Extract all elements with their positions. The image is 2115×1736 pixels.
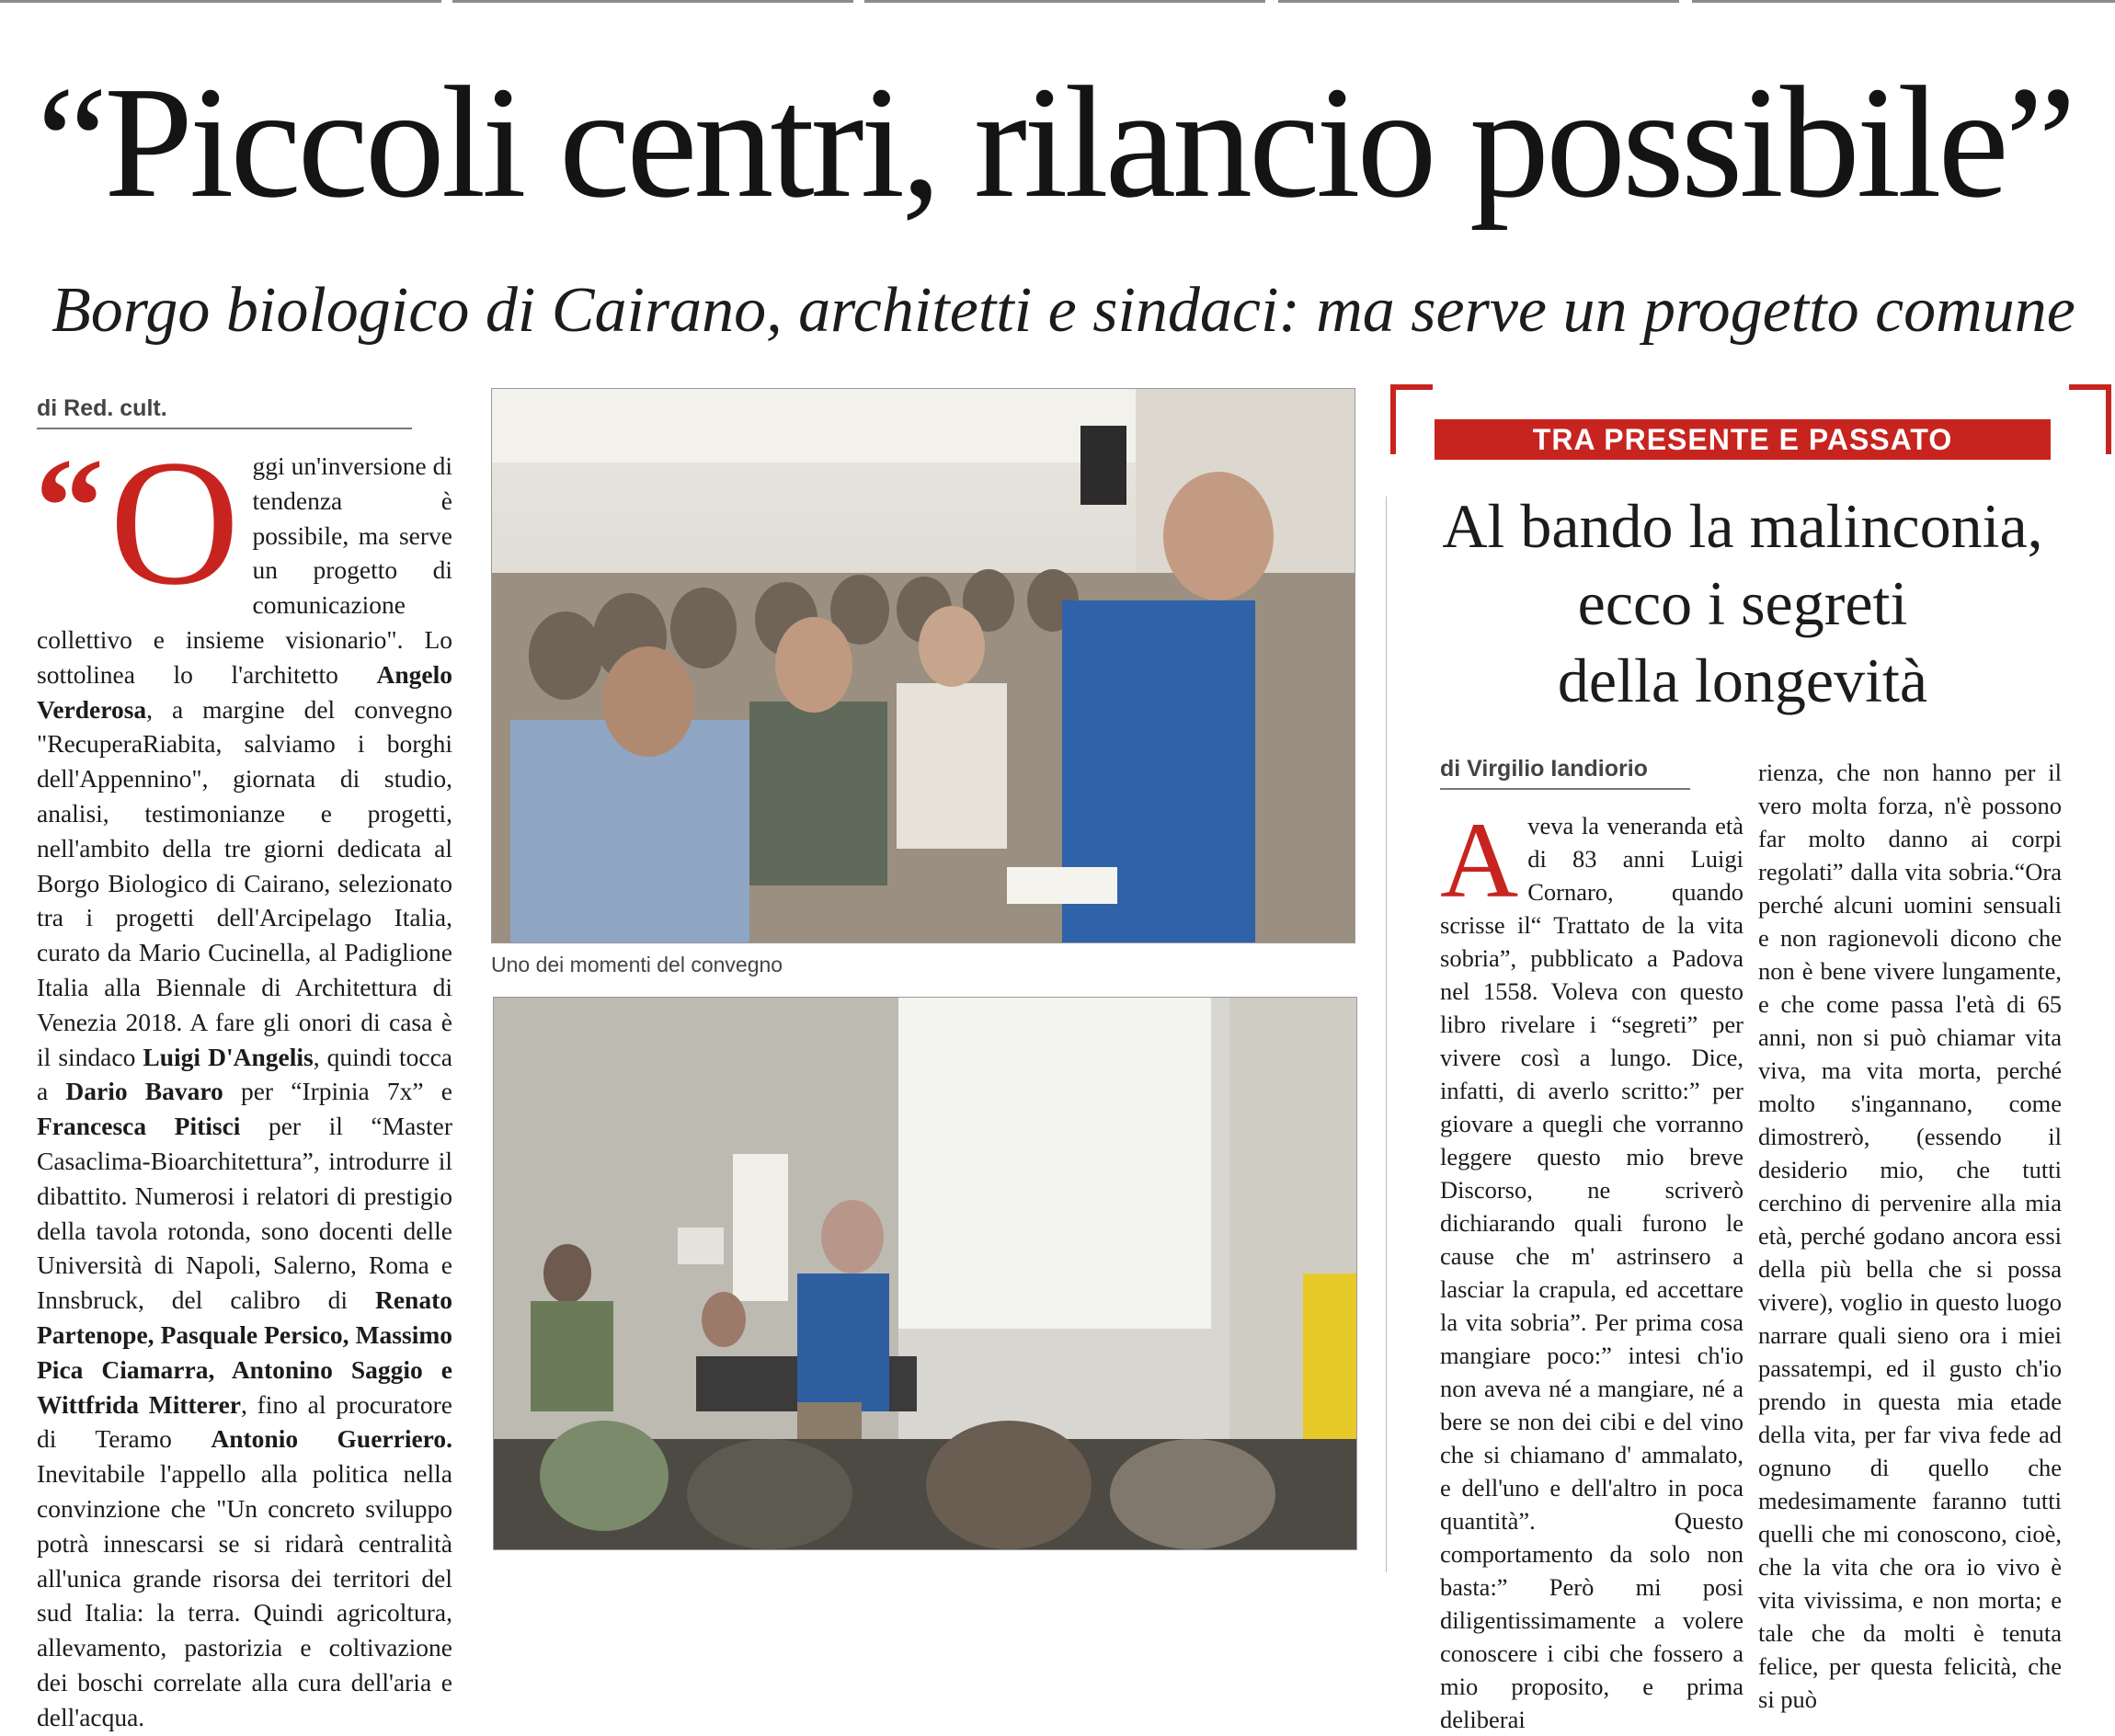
article-body [35,423,453,1734]
sidebar-column-2 [1758,756,2062,1713]
conference-photo-bottom [493,997,1357,1550]
body-text: ggi un'inversione di tendenza è possibile, ma serve un progetto di comunicazione collettivo e insieme visionario". Lo sottolinea lo l'architetto [37,451,452,689]
person-name: Francesca Pitisci [37,1112,241,1141]
body-text: , quindi tocca a [37,1042,453,1106]
conference-photo-top-image [492,389,1355,942]
sidebar-column-1 [1440,800,1743,1733]
sidebar-body-1 [1440,800,1743,1736]
sidebar-kicker: TRA PRESENTE E PASSATO [1435,419,2051,460]
conference-photo-bottom-image [494,998,1356,1549]
top-rule [452,0,853,3]
person-name: Antonio Guerriero. [211,1424,452,1454]
body-text: , fino al procuratore di Teramo [37,1389,452,1454]
top-rule [1278,0,1679,3]
top-rule [0,0,441,3]
person-name: Dario Bavaro [65,1077,223,1106]
article-column [35,423,453,1731]
sidebar-frame-left [1390,384,1433,454]
top-rule [1692,0,2115,3]
article-byline: di Red. cult. [37,395,412,429]
sidebar-divider [1386,497,1387,1572]
top-rule [864,0,1265,3]
sidebar-title-line: della longevità [1557,645,1928,715]
drop-cap: O [109,423,240,622]
body-text: veva la veneranda età di 83 anni Luigi Cornaro, quando scrisse il“ Trattato de la vita sobria”, pubblicato a Padova nel 1558. Voleva con questo libro rivelare i “segreti” per vivere così a lungo. Dice, infatti, di averlo scritto:” per giovare a quegli che vorranno leggere questo mio breve Discorso, ne scriverò dichiarando quali furono le cause che m' astrinsero a lasciar la crapula, ed accettare la vita sobria”. Per prima cosa mangiare poco:” intesi ch'io non aveva né a mangiare, né a bere se non dei cibi e del vino che si chiamano d' ammalato, e dell'uno e dell'altro in poca quantità”. Questo comportamento da solo non basta:” Però mi posi diligentissimamente a volere conoscere i cibi che fossero a mio proposito, e prima deliberai [1440,812,1743,1733]
sidebar-title [1407,487,2078,719]
conference-photo-top [491,388,1355,943]
body-text: , a margine del convegno "RecuperaRiabita, salviamo i borghi dell'Appennino", giornata di studio, analisi, testimonianze e progetti, nell'ambito della tre giorni dedicata al Borgo Biologico di Cairano, selezionato tra i progetti dell'Arcipelago Italia, curato da Mario Cucinella, al Padiglione Italia alla Biennale di Architettura di Venezia 2018. A fare gli onori di casa è il sindaco [37,694,452,1071]
drop-quote: “ [35,430,87,583]
sidebar-title-line: ecco i segreti [1577,568,1908,638]
sidebar-body-2: rienza, che non hanno per il vero molta forza, n'è possono far molto danno ai corpi regolati” dalla vita sobria.“Ora perché alcuni uomini sensuali e non ragionevoli dicono che non è bene vivere lungamente, e che come passa l'età di 65 anni, non si può chiamar vita viva, ma vita morta, perché molto s'ingannano, come dimostrerò, (essendo il desiderio mio, che tutti cerchino di pervenire alla mia età, perché godano ancora essi della più bella che si possa vivere), voglio in questo luogo narrare quali sieno ora i miei passatempi, ed il gusto ch'io prendo in questa mia etade della vita, per far viva fede ad ognuno di quello che medesimamente faranno tutti quelli che mi conoscono, cioè, che la vita che ora io vivo è vita vivissima, e non morta; e tale che da molti è tenuta felice, per questa felicità, che si può [1758,759,2062,1713]
body-text: Inevitabile l'appello alla politica nella convinzione che "Un concreto sviluppo potrà innescarsi se si ridarà centralità all'unica grande risorsa dei territori del sud Italia: la terra. Quindi agricoltura, allevamento, pastorizia e coltivazione dei boschi correlate alla cura dell'aria e dell'acqua. [37,1459,452,1731]
body-text: per il “Master Casaclima-Bioarchitettura”, introdurre il dibattito. Numerosi i relatori di prestigio della tavola rotonda, sono docenti delle Università di Napoli, Salerno, Roma e Innsbruck, del calibro di [37,1112,452,1315]
subheadline: Borgo biologico di Cairano, architetti e sindaci: ma serve un progetto comune [51,275,2075,346]
sidebar-frame-right [2069,384,2111,454]
sidebar-title-line: Al bando la malinconia, [1442,491,2043,561]
person-names: Renato Partenope, Pasquale Persico, Massimo Pica Ciamarra, Antonino Saggio e Wittfrida Mitterer [37,1285,452,1419]
person-name: Luigi D'Angelis [143,1042,314,1071]
sidebar-byline: di Virgilio Iandiorio [1440,756,1690,790]
sidebar-drop-cap: A [1440,800,1519,920]
person-name: Angelo Verderosa [37,659,452,724]
headline: “Piccoli centri, rilancio possibile” [37,53,2073,231]
photo-caption: Uno dei momenti del convegno [491,953,783,976]
body-text: per “Irpinia 7x” e [223,1077,452,1106]
